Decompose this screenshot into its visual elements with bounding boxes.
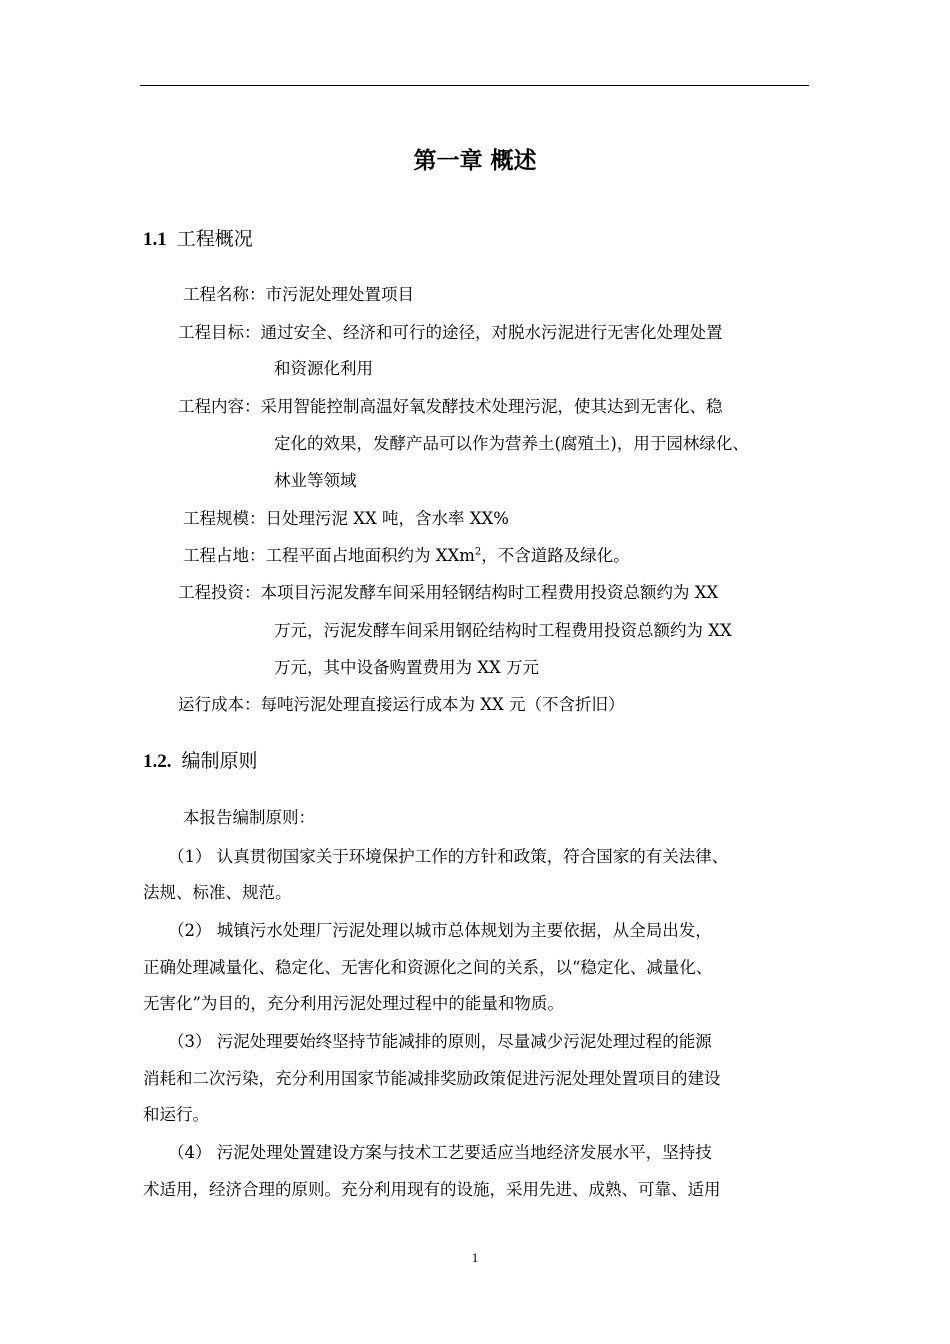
principle-2-line-2: 正确处理减量化、稳定化、无害化和资源化之间的关系，以“稳定化、减量化、 <box>143 958 713 977</box>
field-label: 工程内容： <box>178 397 261 416</box>
header-rule <box>140 85 809 86</box>
field-label: 工程名称： <box>183 285 266 304</box>
chapter-title: 第一章 概述 <box>413 148 537 174</box>
field-label: 工程占地： <box>183 546 266 565</box>
principle-2-line-1: （2） 城镇污水处理厂污泥处理以城市总体规划为主要依据，从全局出发， <box>168 921 712 940</box>
project-investment-line-1 <box>178 582 718 604</box>
field-value: 每吨污泥处理直接运行成本为 XX 元（不含折旧） <box>260 695 625 714</box>
field-label: 工程规模： <box>183 509 266 528</box>
project-investment-line-3: 万元，其中设备购置费用为 XX 万元 <box>274 658 539 677</box>
principle-1-line-1: （1） 认真贯彻国家关于环境保护工作的方针和政策，符合国家的有关法律、 <box>168 847 729 866</box>
principle-3-line-1: （3） 污泥处理要始终坚持节能减排的原则，尽量减少污泥处理过程的能源 <box>168 1032 712 1051</box>
project-content-line-3: 林业等领域 <box>274 471 357 490</box>
field-label: 运行成本： <box>178 695 261 714</box>
principle-4-line-1: （4） 污泥处理处置建设方案与技术工艺要适应当地经济发展水平，坚持技 <box>168 1143 712 1162</box>
page-number: 1 <box>471 1250 479 1265</box>
operating-cost-line <box>178 694 624 716</box>
principle-4-line-2: 术适用，经济合理的原则。充分利用现有的设施，采用先进、成熟、可靠、适用 <box>143 1180 721 1199</box>
section-heading-1-2 <box>143 746 258 773</box>
project-goal-line-2: 和资源化利用 <box>274 359 373 378</box>
field-label: 工程投资： <box>178 583 261 602</box>
principle-2-line-3: 无害化”为目的，充分利用污泥处理过程中的能量和物质。 <box>143 994 564 1013</box>
section-heading-1-1 <box>143 224 253 251</box>
project-area-line <box>183 545 630 567</box>
principle-3-line-3: 和运行。 <box>143 1105 209 1124</box>
section-title: 编制原则 <box>181 750 258 772</box>
project-content-line-2: 定化的效果，发酵产品可以作为营养土(腐殖土)，用于园林绿化、 <box>274 434 749 453</box>
project-name-line <box>183 284 414 306</box>
section-number: 1.1 <box>143 229 167 250</box>
principles-intro: 本报告编制原则： <box>183 808 315 827</box>
field-value: 采用智能控制高温好氧发酵技术处理污泥，使其达到无害化、稳 <box>260 397 723 416</box>
field-value: 工程平面占地面积约为 XXm <box>265 546 475 565</box>
field-value: 日处理污泥 XX 吨，含水率 XX% <box>265 509 509 528</box>
principle-3-line-2: 消耗和二次污染，充分利用国家节能减排奖励政策促进污泥处理处置项目的建设 <box>143 1069 721 1088</box>
section-title: 工程概况 <box>176 228 253 250</box>
project-content-line-1 <box>178 396 723 418</box>
field-value: 市污泥处理处置项目 <box>265 285 414 304</box>
field-label: 工程目标： <box>178 323 261 342</box>
project-investment-line-2: 万元，污泥发酵车间采用钢砼结构时工程费用投资总额约为 XX <box>274 621 732 640</box>
superscript: 2 <box>474 546 482 558</box>
project-scale-line <box>183 508 509 530</box>
project-goal-line-1 <box>178 322 723 344</box>
field-value: 通过安全、经济和可行的途径，对脱水污泥进行无害化处理处置 <box>260 323 723 342</box>
principle-1-line-2: 法规、标准、规范。 <box>143 883 292 902</box>
section-number: 1.2. <box>143 751 172 772</box>
field-value: ，不含道路及绿化。 <box>481 546 630 565</box>
field-value: 本项目污泥发酵车间采用轻钢结构时工程费用投资总额约为 XX <box>260 583 719 602</box>
